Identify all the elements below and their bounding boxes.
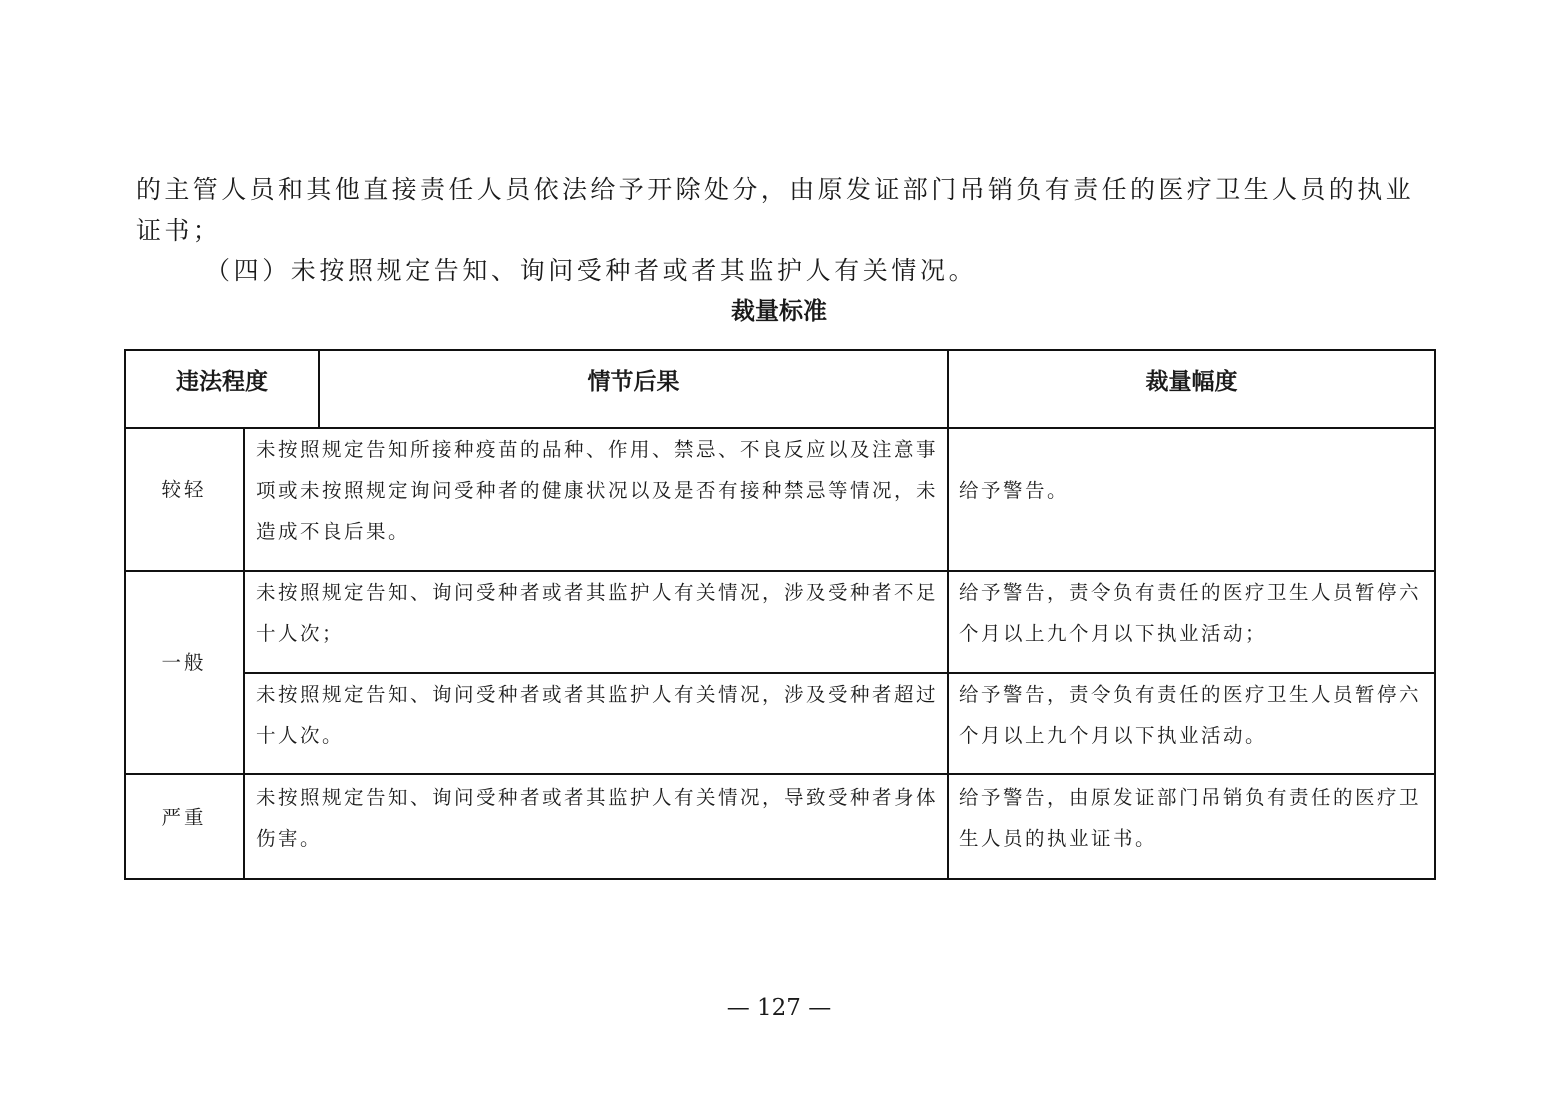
col-divider-2 (947, 351, 949, 878)
penalty-minor: 给予警告。 (959, 479, 1070, 502)
penalty-general-2: 给予警告，责令负有责任的医疗卫生人员暂停六个月以上九个月以下执业活动。 (959, 683, 1422, 747)
level-serious: 严重 (161, 806, 207, 829)
circumstance-serious: 未按照规定告知、询问受种者或者其监护人有关情况，导致受种者身体伤害。 (256, 786, 939, 850)
header-penalty: 裁量幅度 (1145, 369, 1238, 395)
body-paragraph: 的主管人员和其他直接责任人员依法给予开除处分，由原发证部门吊销负有责任的医疗卫生人员的执业证书； (136, 175, 1415, 245)
circumstance-general-1: 未按照规定告知、询问受种者或者其监护人有关情况，涉及受种者不足十人次； (256, 581, 939, 645)
penalty-general-1: 给予警告，责令负有责任的医疗卫生人员暂停六个月以上九个月以下执业活动； (959, 581, 1422, 645)
sanction-standard-table (124, 349, 1436, 880)
header-level: 违法程度 (176, 369, 268, 395)
page-number: — 127 — (726, 995, 832, 1021)
body-col-divider-1 (243, 428, 245, 878)
header-circumstance: 情节后果 (587, 369, 680, 395)
level-general: 一般 (161, 651, 207, 674)
table-title: 裁量标准 (731, 297, 827, 325)
row-divider-3 (126, 773, 1434, 775)
level-minor: 较轻 (161, 478, 207, 501)
penalty-serious: 给予警告，由原发证部门吊销负有责任的医疗卫生人员的执业证书。 (959, 786, 1422, 850)
circumstance-general-2: 未按照规定告知、询问受种者或者其监护人有关情况，涉及受种者超过十人次。 (256, 683, 939, 747)
circumstance-minor: 未按照规定告知所接种疫苗的品种、作用、禁忌、不良反应以及注意事项或未按照规定询问受种者的健康状况以及是否有接种禁忌等情况，未造成不良后果。 (256, 438, 939, 543)
body-paragraph-item-four: （四）未按照规定告知、询问受种者或者其监护人有关情况。 (205, 256, 978, 285)
